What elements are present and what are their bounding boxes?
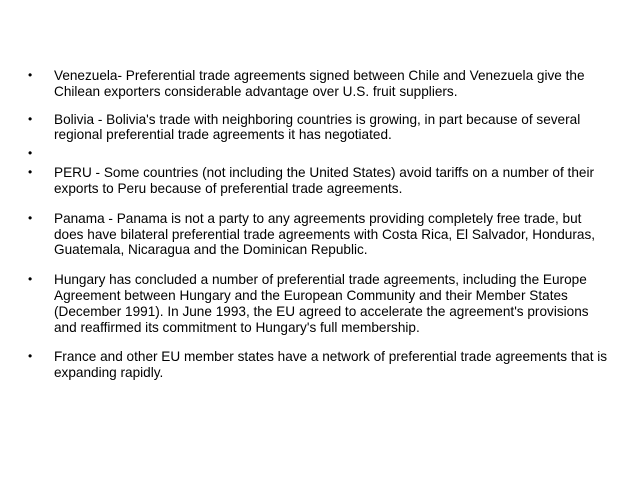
bullet-venezuela — [28, 68, 608, 100]
bullet-text: Panama - Panama is not a party to any agreements providing completely free trade, but does have bilateral preferential trade agreements with Costa Rica, El Salvador, Honduras, Guatemala, Nicaragua and the Dominican Republic. — [54, 210, 596, 258]
bullet-text: Hungary has concluded a number of preferential trade agreements, including the Europe Agreement between Hungary and the European Community and their Member States (December 1991). In June 1993, the EU agreed to accelerate the agreement's provisions and reaffirmed its commitment to Hungary's full membership. — [54, 272, 589, 335]
bullet-dot-icon: • — [28, 210, 33, 225]
bullet-text: PERU - Some countries (not including the United States) avoid tariffs on a number of their exports to Peru because of preferential trade agreements. — [54, 165, 594, 196]
bullet-france — [28, 349, 608, 381]
bullet-dot-icon: • — [28, 165, 33, 180]
bullet-text: Venezuela- Preferential trade agreements signed between Chile and Venezuela give the Chilean exporters considerable advantage over U.S. fruit suppliers. — [54, 68, 585, 99]
bullet-hungary — [28, 272, 608, 335]
bullet-peru — [28, 165, 608, 197]
bullet-dot-icon: • — [28, 68, 33, 82]
bullet-panama — [28, 211, 608, 258]
bullet-text: Bolivia - Bolivia's trade with neighboring countries is growing, in part because of several regional preferential trade agreements it has negotiated. — [54, 111, 581, 143]
bullet-dot-icon: • — [28, 146, 33, 161]
bullet-empty — [28, 146, 608, 162]
bullet-text: France and other EU member states have a network of preferential trade agreements that is expanding rapidly. — [54, 349, 608, 381]
bullet-list — [28, 68, 608, 381]
bullet-bolivia — [28, 112, 608, 144]
bullet-dot-icon: • — [28, 272, 33, 287]
bullet-dot-icon: • — [28, 349, 33, 364]
bullet-dot-icon: • — [28, 111, 33, 126]
